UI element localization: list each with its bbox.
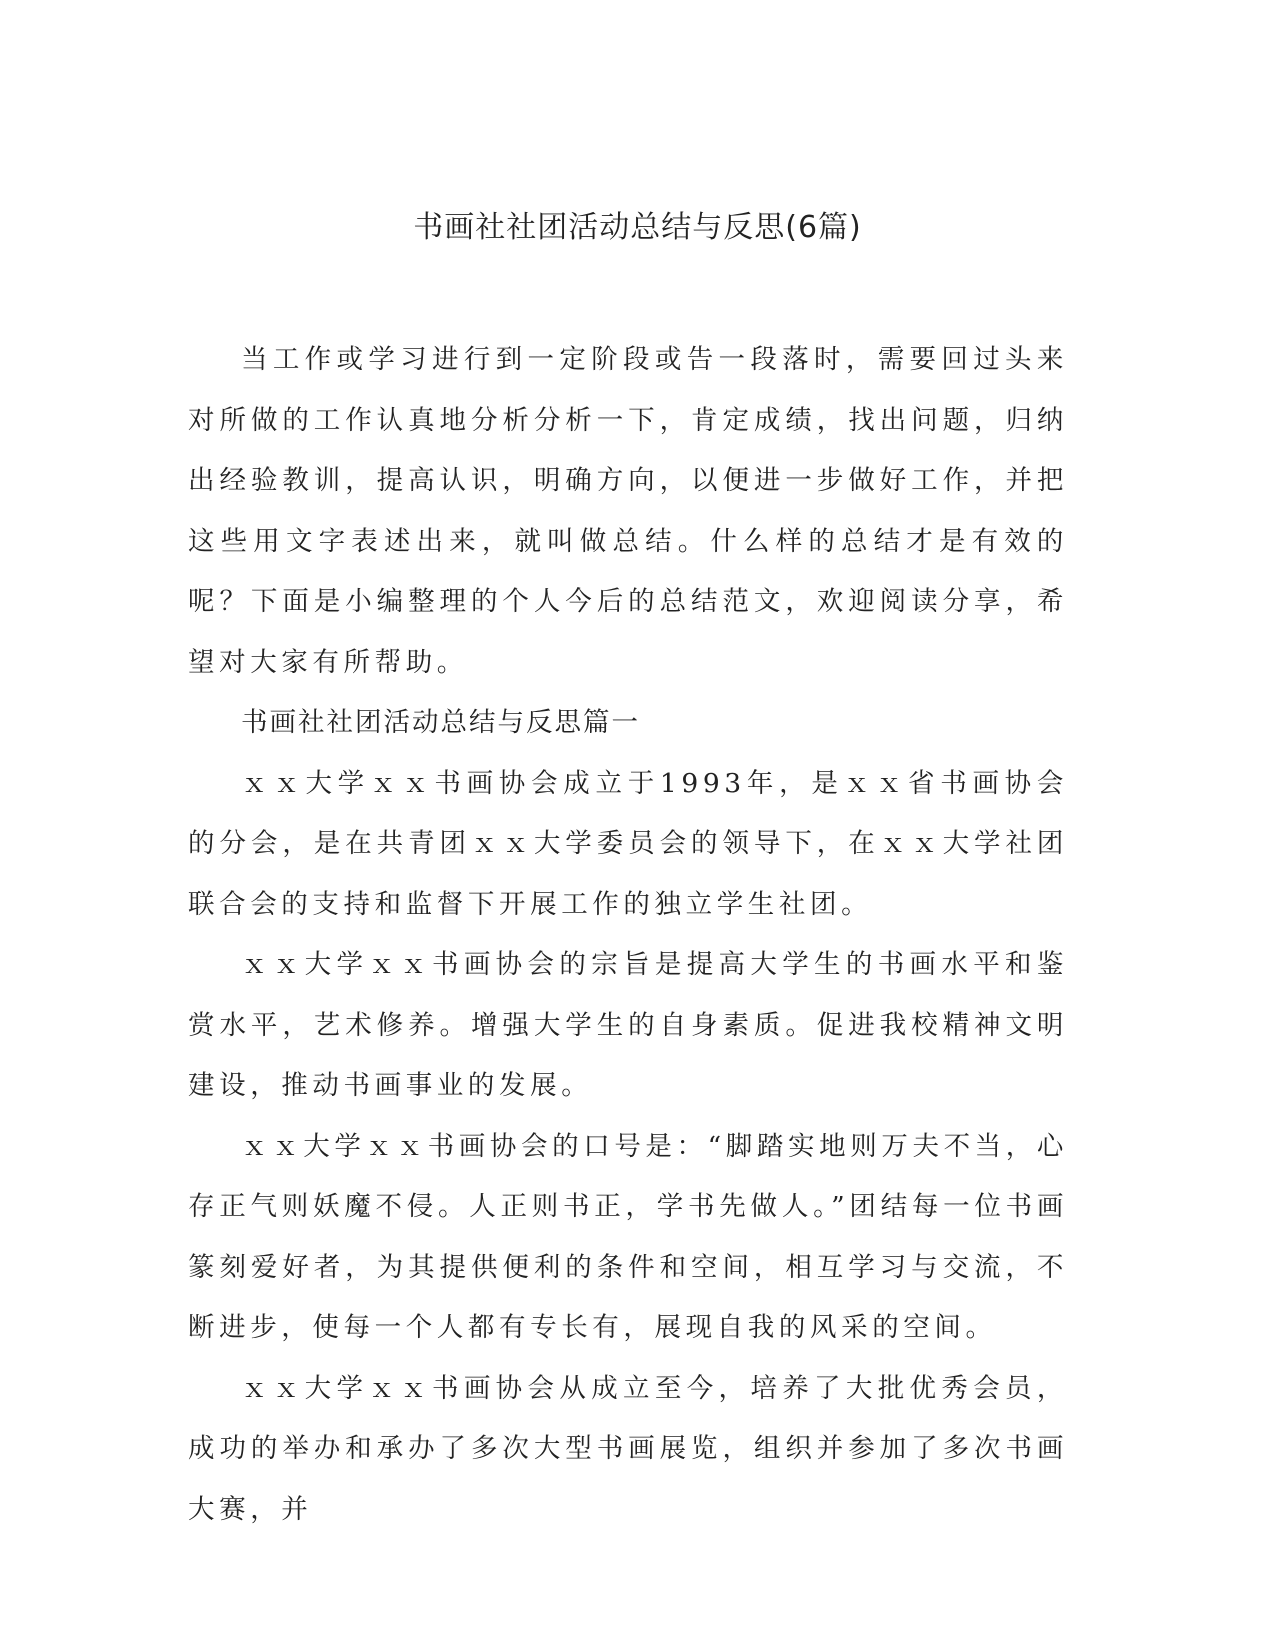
section-heading: 书画社社团活动总结与反思篇一	[241, 707, 640, 738]
document-body	[188, 330, 1068, 1540]
intro-paragraph: 当工作或学习进行到一定阶段或告一段落时，需要回过头来对所做的工作认真地分析分析一下，肯定成绩，找出问题，归纳出经验教训，提高认识，明确方向，以便进一步做好工作，并把这些用文字表述出来，就叫做总结。什么样的总结才是有效的呢？下面是小编整理的个人今后的总结范文，欢迎阅读分享，希望对大家有所帮助。	[188, 344, 1068, 678]
body-paragraph: ｘｘ大学ｘｘ书画协会的宗旨是提高大学生的书画水平和鉴赏水平，艺术修养。增强大学生的自身素质。促进我校精神文明建设，推动书画事业的发展。	[188, 949, 1068, 1101]
body-paragraph: ｘｘ大学ｘｘ书画协会的口号是：“脚踏实地则万夫不当，心存正气则妖魔不侵。人正则书正，学书先做人。”团结每一位书画篆刻爱好者，为其提供便利的条件和空间，相互学习与交流，不断进步，使每一个人都有专长有，展现自我的风采的空间。	[188, 1130, 1068, 1343]
document-title: 书画社社团活动总结与反思(6篇)	[413, 210, 862, 245]
body-paragraph: ｘｘ大学ｘｘ书画协会成立于1993年，是ｘｘ省书画协会的分会，是在共青团ｘｘ大学委员会的领导下，在ｘｘ大学社团联合会的支持和监督下开展工作的独立学生社团。	[188, 767, 1068, 920]
body-paragraph: ｘｘ大学ｘｘ书画协会从成立至今，培养了大批优秀会员，成功的举办和承办了多次大型书画展览，组织并参加了多次书画大赛，并	[188, 1372, 1068, 1525]
